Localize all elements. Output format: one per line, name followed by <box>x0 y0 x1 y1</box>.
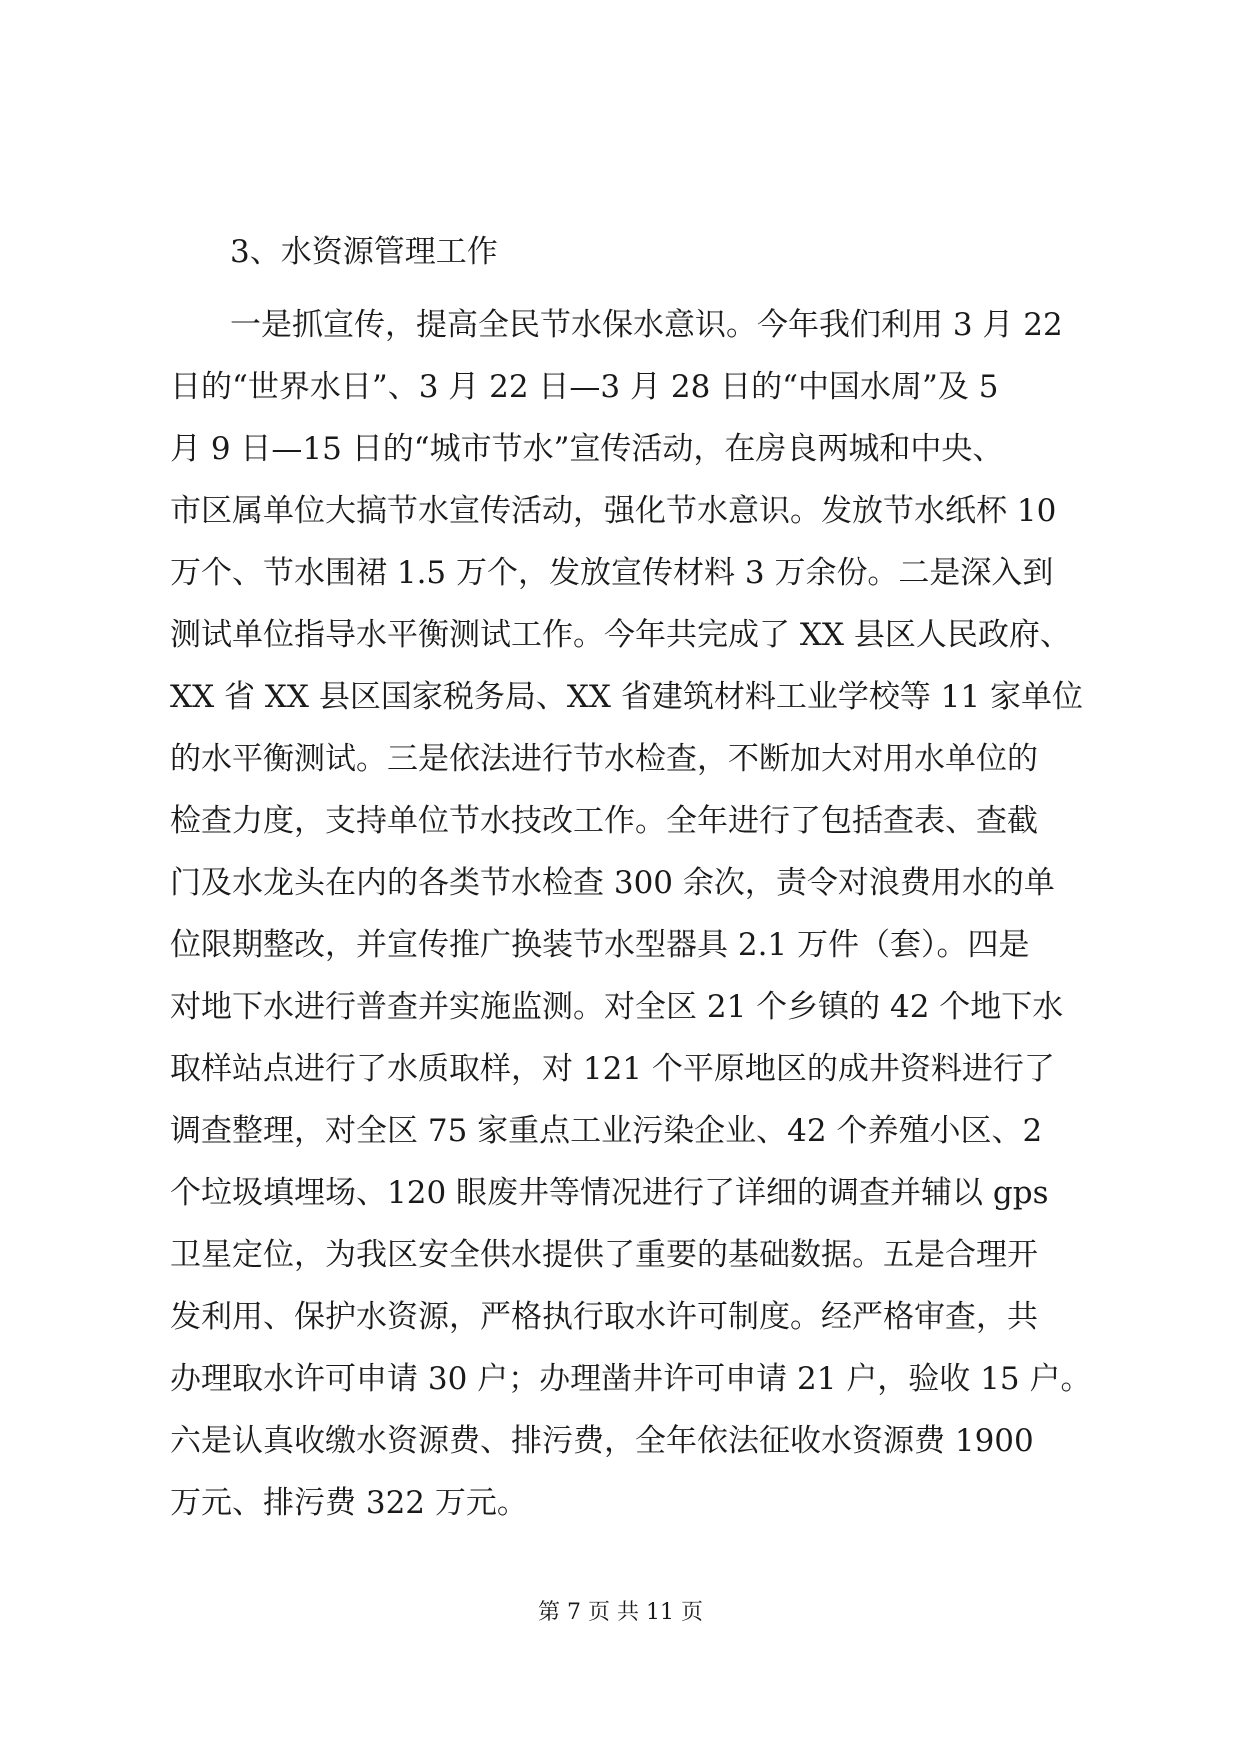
body-line: 取样站点进行了水质取样，对 121 个平原地区的成井资料进行了 <box>170 1051 1055 1087</box>
body-line: 门及水龙头在内的各类节水检查 300 余次，责令对浪费用水的单 <box>170 865 1055 901</box>
body-line: 发利用、保护水资源，严格执行取水许可制度。经严格审查，共 <box>170 1299 1038 1335</box>
body-line: 六是认真收缴水资源费、排污费，全年依法征收水资源费 1900 <box>170 1423 1034 1459</box>
body-line: 市区属单位大搞节水宣传活动，强化节水意识。发放节水纸杯 10 <box>170 493 1057 529</box>
body-line: 日的“世界水日”、3 月 22 日—3 月 28 日的“中国水周”及 5 <box>170 369 999 405</box>
body-line: 位限期整改，并宣传推广换装节水型器具 2.1 万件（套）。四是 <box>170 927 1030 963</box>
body-paragraph <box>170 294 1092 1534</box>
body-line: XX 省 XX 县区国家税务局、XX 省建筑材料工业学校等 11 家单位 <box>170 679 1083 715</box>
body-line: 万元、排污费 322 万元。 <box>170 1485 528 1521</box>
body-line: 一是抓宣传，提高全民节水保水意识。今年我们利用 3 月 22 <box>230 307 1063 343</box>
body-line: 月 9 日—15 日的“城市节水”宣传活动，在房良两城和中央、 <box>170 431 1004 467</box>
body-line: 个垃圾填埋场、120 眼废井等情况进行了详细的调查并辅以 gps <box>170 1175 1049 1211</box>
page-footer: 第 7 页 共 11 页 <box>538 1600 703 1625</box>
body-line: 办理取水许可申请 30 户；办理凿井许可申请 21 户，验收 15 户。 <box>170 1361 1092 1397</box>
body-line: 测试单位指导水平衡测试工作。今年共完成了 XX 县区人民政府、 <box>170 617 1071 653</box>
body-line: 万个、节水围裙 1.5 万个，发放宣传材料 3 万余份。二是深入到 <box>170 555 1054 591</box>
section-heading: 3、水资源管理工作 <box>230 234 498 270</box>
body-line: 卫星定位，为我区安全供水提供了重要的基础数据。五是合理开 <box>170 1237 1038 1273</box>
body-line: 检查力度，支持单位节水技改工作。全年进行了包括查表、查截 <box>170 803 1038 839</box>
body-line: 对地下水进行普查并实施监测。对全区 21 个乡镇的 42 个地下水 <box>170 989 1064 1025</box>
body-line: 调查整理，对全区 75 家重点工业污染企业、42 个养殖小区、2 <box>170 1113 1043 1149</box>
body-line: 的水平衡测试。三是依法进行节水检查，不断加大对用水单位的 <box>170 741 1038 777</box>
